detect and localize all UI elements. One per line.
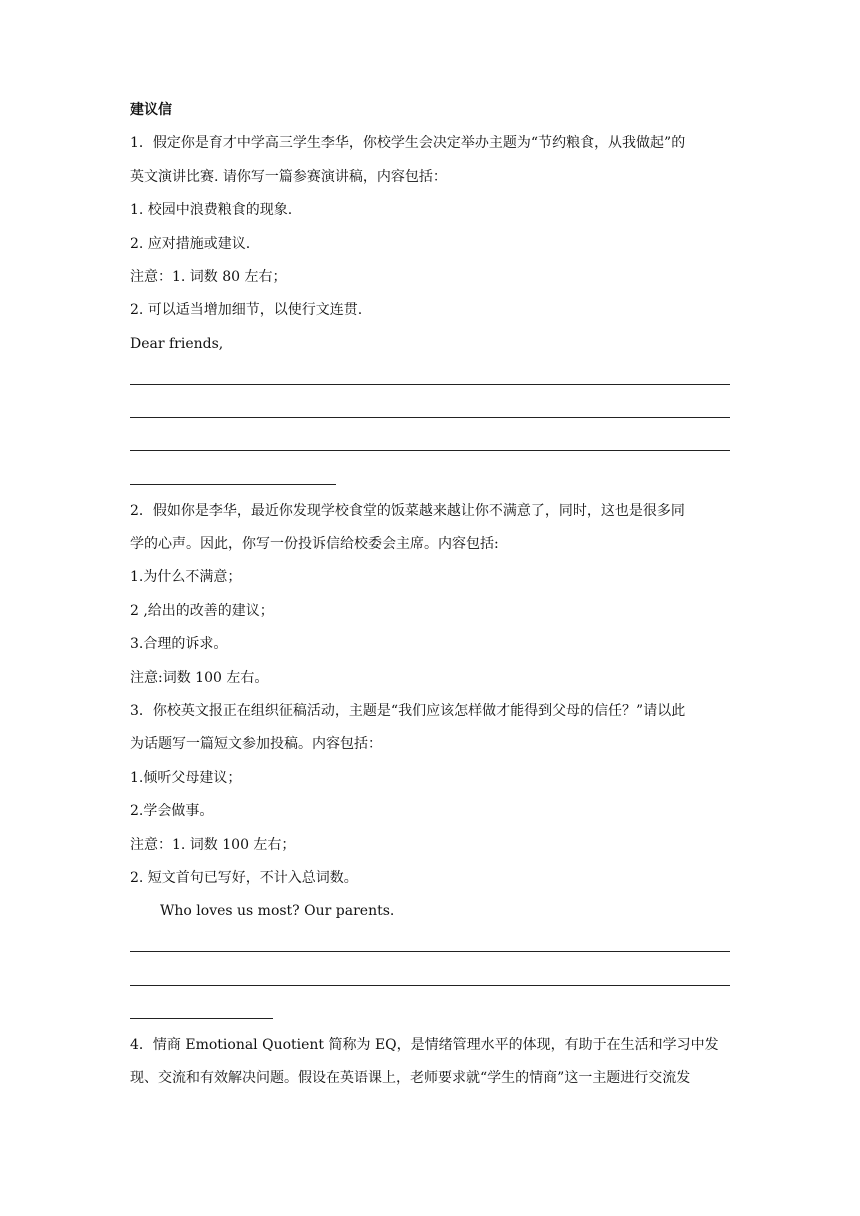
question-4-line-2: 现、交流和有效解决问题。假设在英语课上，老师要求就“学生的情商”这一主题进行交流发 [130, 1070, 691, 1087]
question-1-item-1: 1. 校园中浪费粮食的现象. [130, 202, 293, 219]
question-1-note-1: 注意：1. 词数 80 左右； [130, 268, 287, 285]
question-3-note-1: 注意：1. 词数 100 左右； [130, 836, 296, 853]
document-heading: 建议信 [130, 102, 172, 118]
question-3-item-1: 1.倾听父母建议； [130, 769, 242, 786]
question-2-item-3: 3.合理的诉求。 [130, 636, 228, 653]
answer-line [130, 361, 730, 394]
document-page [130, 94, 730, 1096]
question-3-opening-sentence: Who loves us most? Our parents. [160, 903, 395, 920]
question-2-line-1: 2．假如你是李华，最近你发现学校食堂的饭菜越来越让你不满意了，同时，这也是很多同 [130, 502, 685, 519]
question-1-salutation: Dear friends, [130, 335, 224, 352]
question-1-note-2: 2. 可以适当增加细节，以使行文连贯. [130, 302, 363, 319]
question-2 [130, 495, 730, 695]
question-3-line-1: 3．你校英文报正在组织征稿活动，主题是“我们应该怎样做才能得到父母的信任？”请以此 [130, 703, 686, 720]
question-1 [130, 127, 730, 494]
question-4 [130, 1029, 730, 1096]
question-3 [130, 695, 730, 1029]
question-3-item-2: 2.学会做事。 [130, 803, 214, 820]
question-2-line-2: 学的心声。因此，你写一份投诉信给校委会主席。内容包括: [130, 536, 499, 553]
answer-line [130, 962, 730, 995]
question-2-item-2: 2 ,给出的改善的建议； [130, 602, 274, 619]
question-1-line-2: 英文演讲比赛. 请你写一篇参赛演讲稿，内容包括： [130, 168, 447, 185]
question-3-line-2: 为话题写一篇短文参加投稿。内容包括： [130, 736, 382, 753]
answer-line-short [130, 996, 730, 1029]
answer-line [130, 428, 730, 461]
answer-line [130, 929, 730, 962]
question-2-note: 注意:词数 100 左右。 [130, 669, 269, 686]
question-3-note-2: 2. 短文首句已写好，不计入总词数。 [130, 869, 358, 886]
question-1-line-1: 1．假定你是育才中学高三学生李华，你校学生会决定举办主题为“节约粮食，从我做起”的 [130, 135, 686, 152]
answer-line-short [130, 461, 730, 494]
question-4-line-1: 4．情商 Emotional Quotient 简称为 EQ，是情绪管理水平的体现，有助于在生活和学习中发 [130, 1036, 719, 1053]
question-1-item-2: 2. 应对措施或建议. [130, 235, 251, 252]
question-2-item-1: 1.为什么不满意； [130, 569, 242, 586]
answer-line [130, 395, 730, 428]
